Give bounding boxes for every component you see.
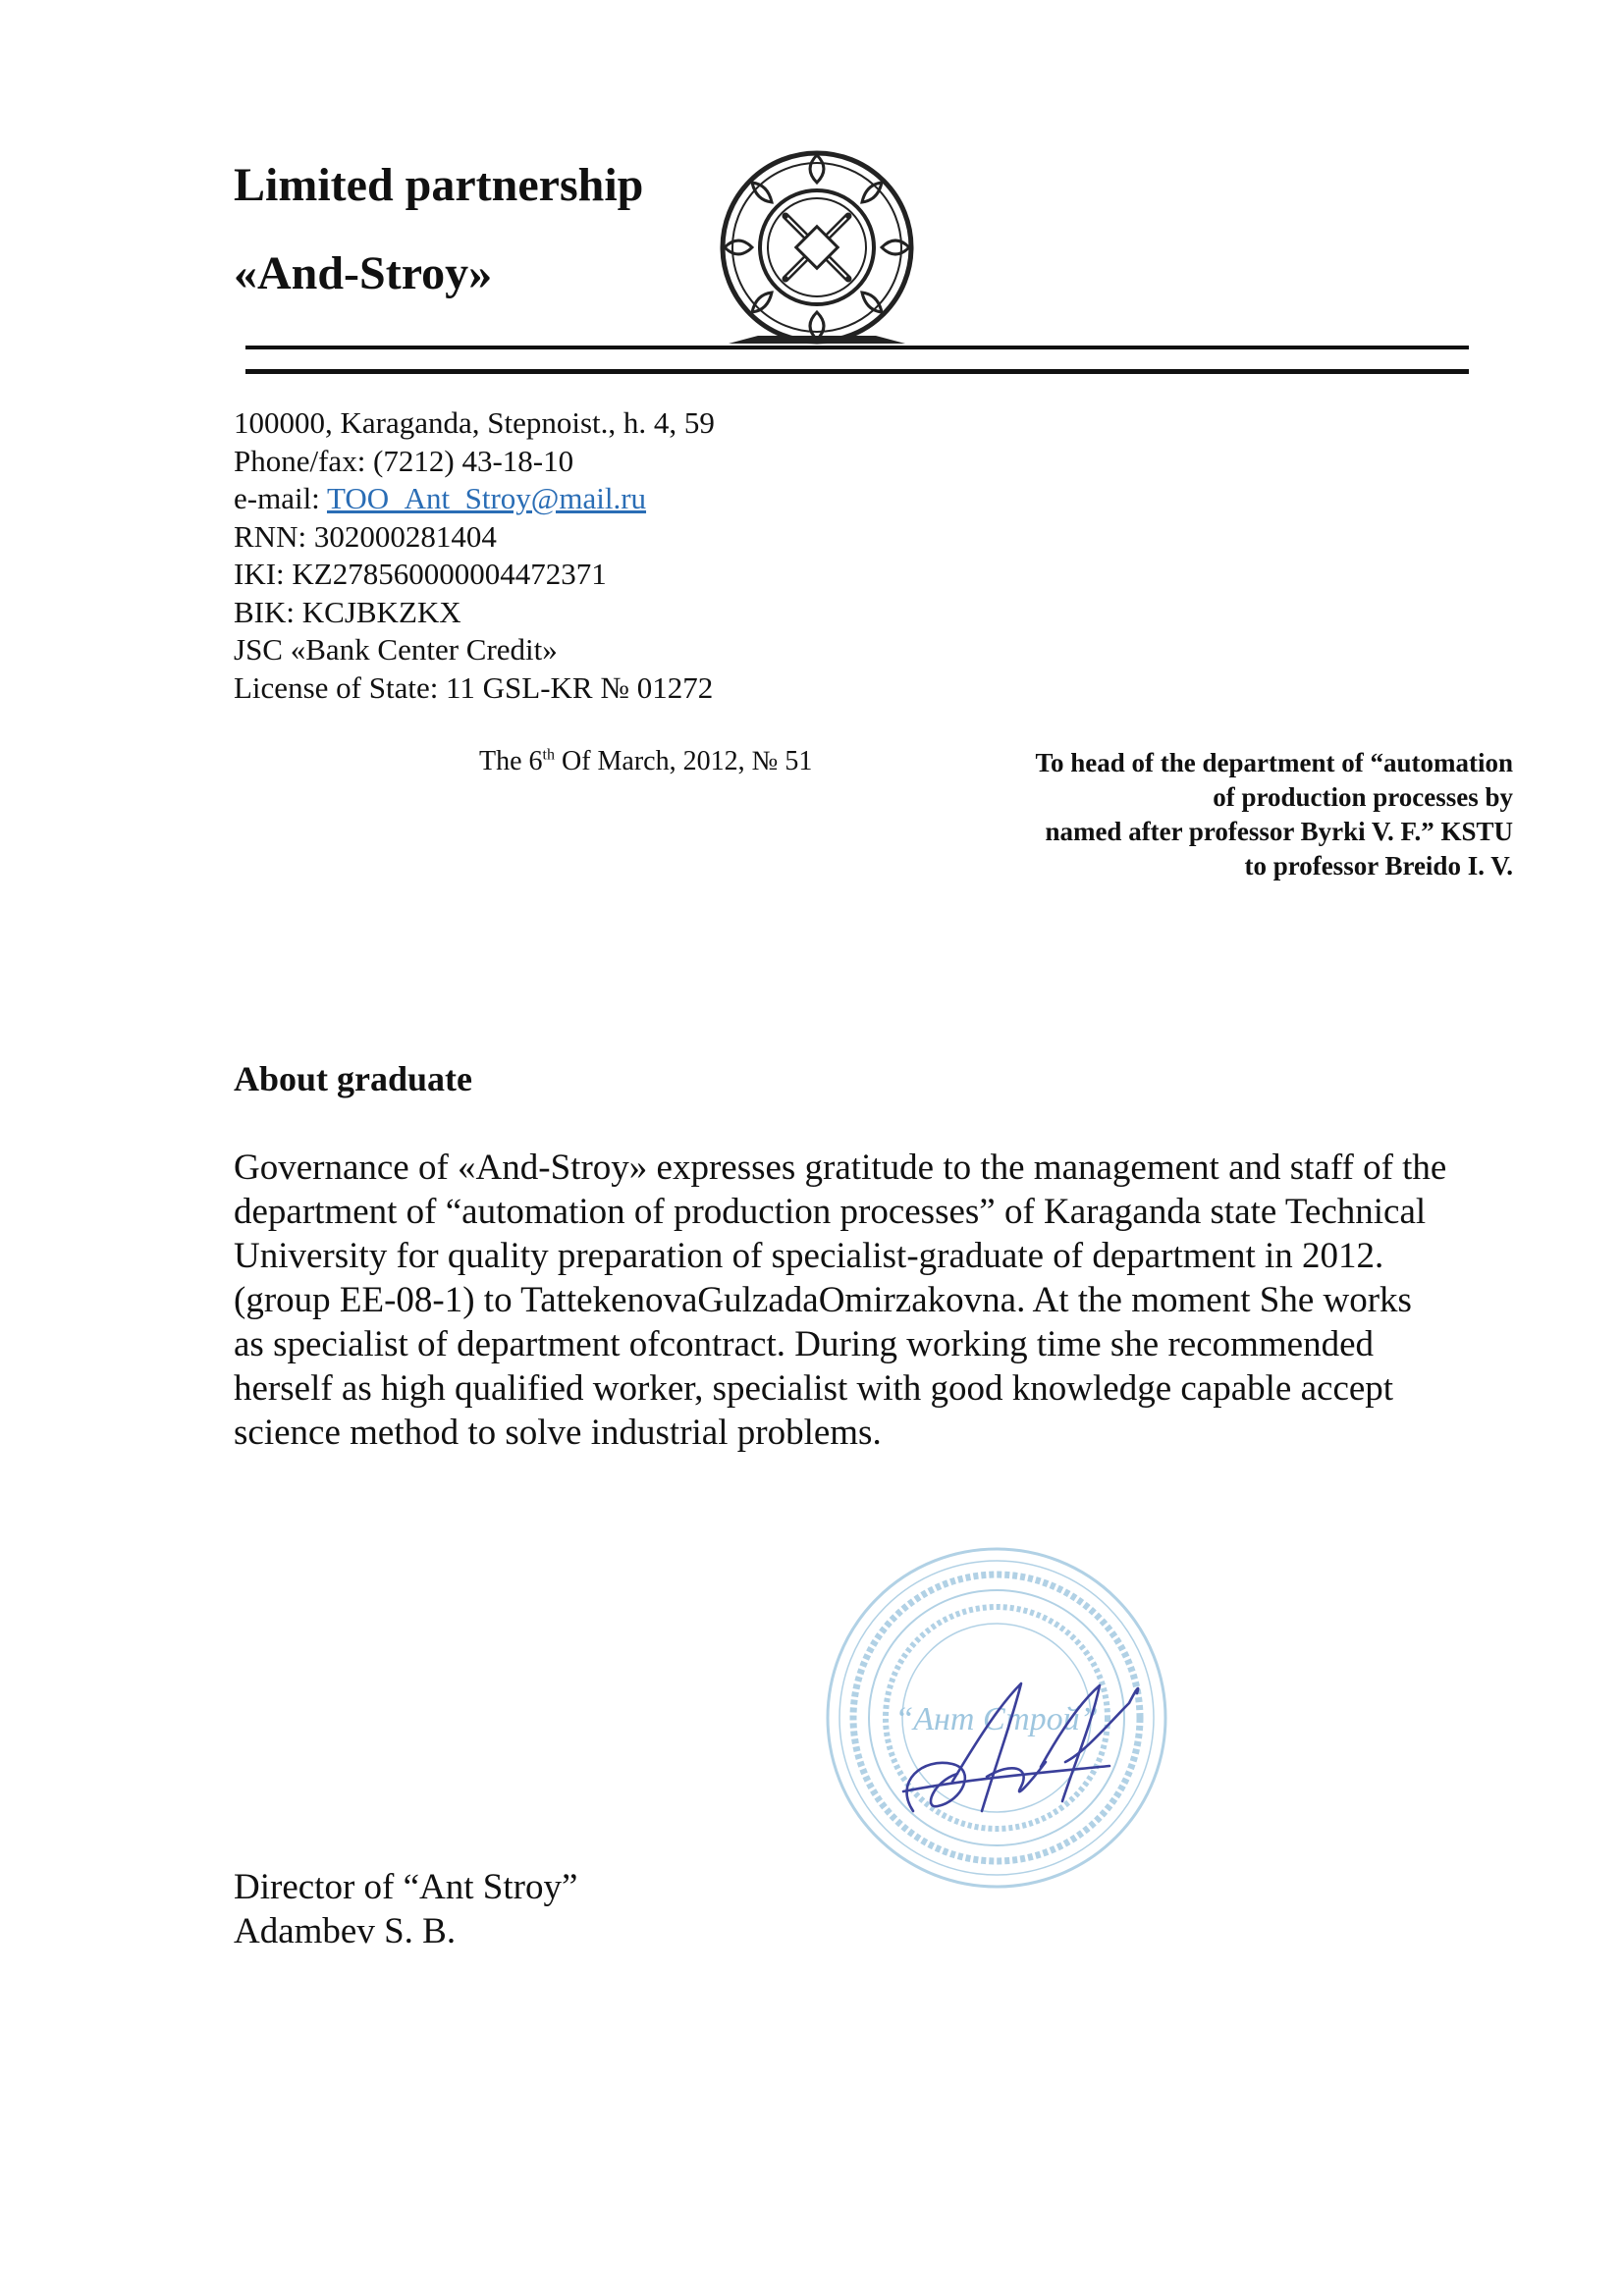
recipient-line: To head of the department of “automation [1035, 748, 1513, 777]
body-line: department of “automation of production processes” of Karaganda state Technical [234, 1192, 1427, 1232]
header-rule-thin [245, 346, 1469, 349]
body-line: (group EE-08-1) to TattekenovaGulzadaOmirzakovna. At the moment She works [234, 1280, 1412, 1320]
bank-name: JSC «Bank Center Credit» [234, 632, 558, 667]
body-line: science method to solve industrial problems. [234, 1413, 882, 1453]
rnn: RNN: 302000281404 [234, 518, 497, 554]
date-ordinal: th [542, 746, 555, 764]
signature-block [234, 1865, 577, 1953]
stamp-center-text: “Ант Строй” [894, 1701, 1099, 1737]
recipient-line: named after professor Byrki V. F.” KSTU [1045, 817, 1513, 846]
body-line: University for quality preparation of specialist-graduate of department in 2012. [234, 1236, 1384, 1276]
license: License of State: 11 GSL-KR № 01272 [234, 669, 714, 705]
email-label: e-mail: [234, 481, 327, 515]
address: 100000, Karaganda, Stepnoist., h. 4, 59 [234, 405, 715, 440]
body-line: herself as high qualified worker, specialist with good knowledge capable accept [234, 1368, 1394, 1409]
company-type: Limited partnership [234, 159, 644, 211]
recipient-line: to professor Breido I. V. [1244, 851, 1513, 881]
company-name: «And-Stroy» [234, 247, 493, 299]
contact-details [234, 404, 715, 707]
letter-date [479, 746, 812, 777]
company-logo-emblem [709, 147, 925, 353]
director-signature [884, 1664, 1159, 1836]
recipient-block [845, 746, 1513, 883]
email-link[interactable]: TOO_Ant_Stroy@mail.ru [326, 481, 647, 515]
date-prefix: The 6 [479, 746, 543, 776]
date-rest: Of March, 2012, № 51 [554, 746, 813, 776]
letter-body [234, 1146, 1530, 1455]
phone-fax: Phone/fax: (7212) 43-18-10 [234, 443, 574, 478]
email-line [234, 480, 715, 518]
letter-heading: About graduate [234, 1059, 473, 1098]
iki: IKI: KZ278560000004472371 [234, 557, 607, 591]
signatory-title: Director of “Ant Stroy” [234, 1867, 578, 1907]
body-line: as specialist of department ofcontract. During working time she recommended [234, 1324, 1375, 1364]
body-line: Governance of «And-Stroy» expresses gratitude to the management and staff of the [234, 1148, 1447, 1188]
signatory-name: Adambev S. B. [234, 1911, 457, 1951]
recipient-line: of production processes by [1213, 782, 1513, 812]
bik: BIK: KCJBKZKX [234, 594, 461, 629]
header-rule-thick [245, 369, 1469, 374]
